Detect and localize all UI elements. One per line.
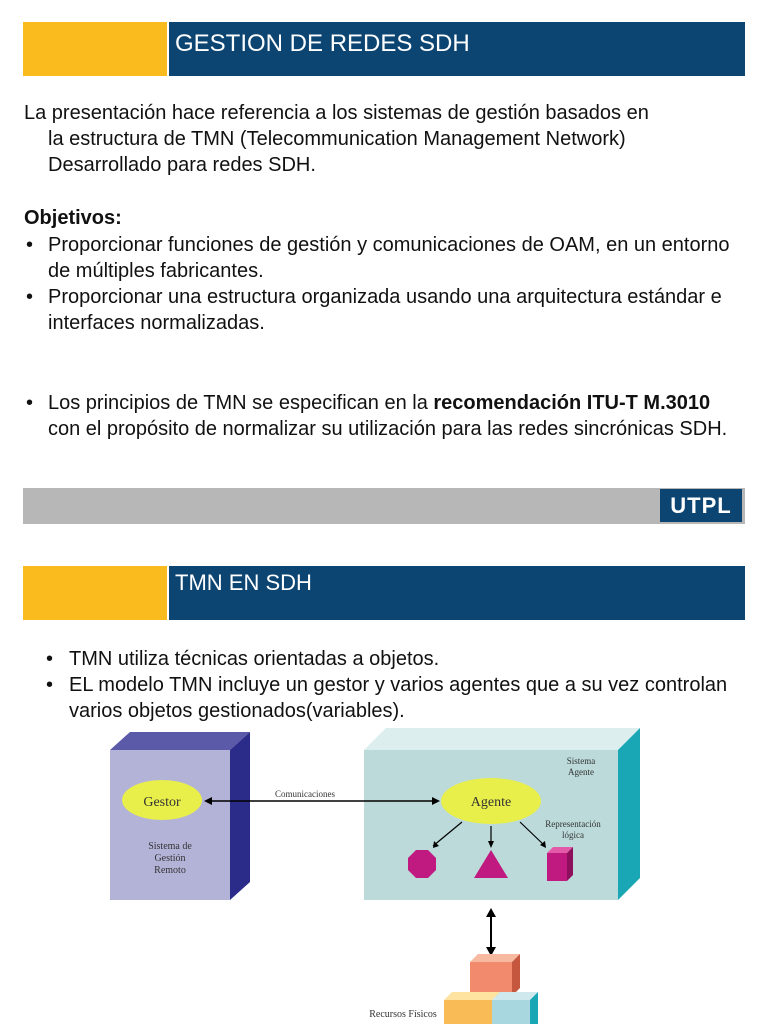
communications-label: Comunicaciones [275,789,335,799]
bullet-icon: • [26,286,34,308]
tmn-bullet-text: EL modelo TMN incluye un gestor y varios agentes que a su vez controlan varios objetos gestionados(variables). [69,674,728,722]
list-item [24,232,739,284]
agent-system-label-line: Agente [568,767,594,777]
footer-bar [23,488,745,524]
gestor-label: Gestor [143,795,181,810]
bullet-icon: • [46,648,54,670]
agent-system-label-line: Sistema [566,756,596,766]
tmn-list [44,646,734,724]
physical-resources-label: Recursos Físicos [369,1009,437,1020]
agente-label: Agente [470,795,512,810]
list-item [44,646,734,672]
intro-line: La presentación hace referencia a los sistemas de gestión basados en [24,102,649,124]
intro-line: Desarrollado para redes SDH. [48,154,316,176]
principles-recommendation: recomendación ITU-T M.3010 [433,392,711,414]
remote-label-line: Sistema de [148,841,192,852]
header-accent-block [23,566,167,620]
representation-label-line: Representación [545,819,601,829]
slide1-title: GESTION DE REDES SDH [175,30,470,57]
objectives-title: Objetivos: [24,207,122,229]
cube-object-icon [547,847,573,881]
tmn-bullet-text: TMN utiliza técnicas orientadas a objetos. [69,648,440,670]
header-accent-block [23,22,167,76]
list-item [44,672,734,724]
principles-post: con el propósito de normalizar su utilización para las redes sincrónicas SDH. [48,418,728,440]
intro-line: la estructura de TMN (Telecommunication Management Network) [48,128,626,150]
intro-paragraph [24,100,744,178]
principles-list [24,390,739,442]
representation-label-line: lógica [562,830,584,840]
slide2-title: TMN EN SDH [175,570,312,595]
remote-label-line: Gestión [154,853,186,864]
principles-pre: Los principios de TMN se especifican en la [48,392,434,414]
slide2-header [23,566,745,620]
tmn-diagram [100,722,660,1024]
list-item [24,284,739,336]
octagon-object-icon [408,850,436,878]
physical-resources-cubes [444,954,538,1024]
bullet-icon: • [46,674,54,696]
bullet-icon: • [26,234,34,256]
objectives-list [24,232,739,336]
remote-label-line: Remoto [154,865,186,876]
utpl-logo: UTPL [660,489,742,522]
slide1-header [23,22,745,76]
objective-text: Proporcionar funciones de gestión y comunicaciones de OAM, en un entorno de múltiples fabricantes. [48,234,730,282]
objective-text: Proporcionar una estructura organizada usando una arquitectura estándar e interfaces normalizadas. [48,286,722,334]
list-item [24,390,739,442]
arrowhead-icon [486,908,496,917]
bullet-icon: • [26,392,34,414]
